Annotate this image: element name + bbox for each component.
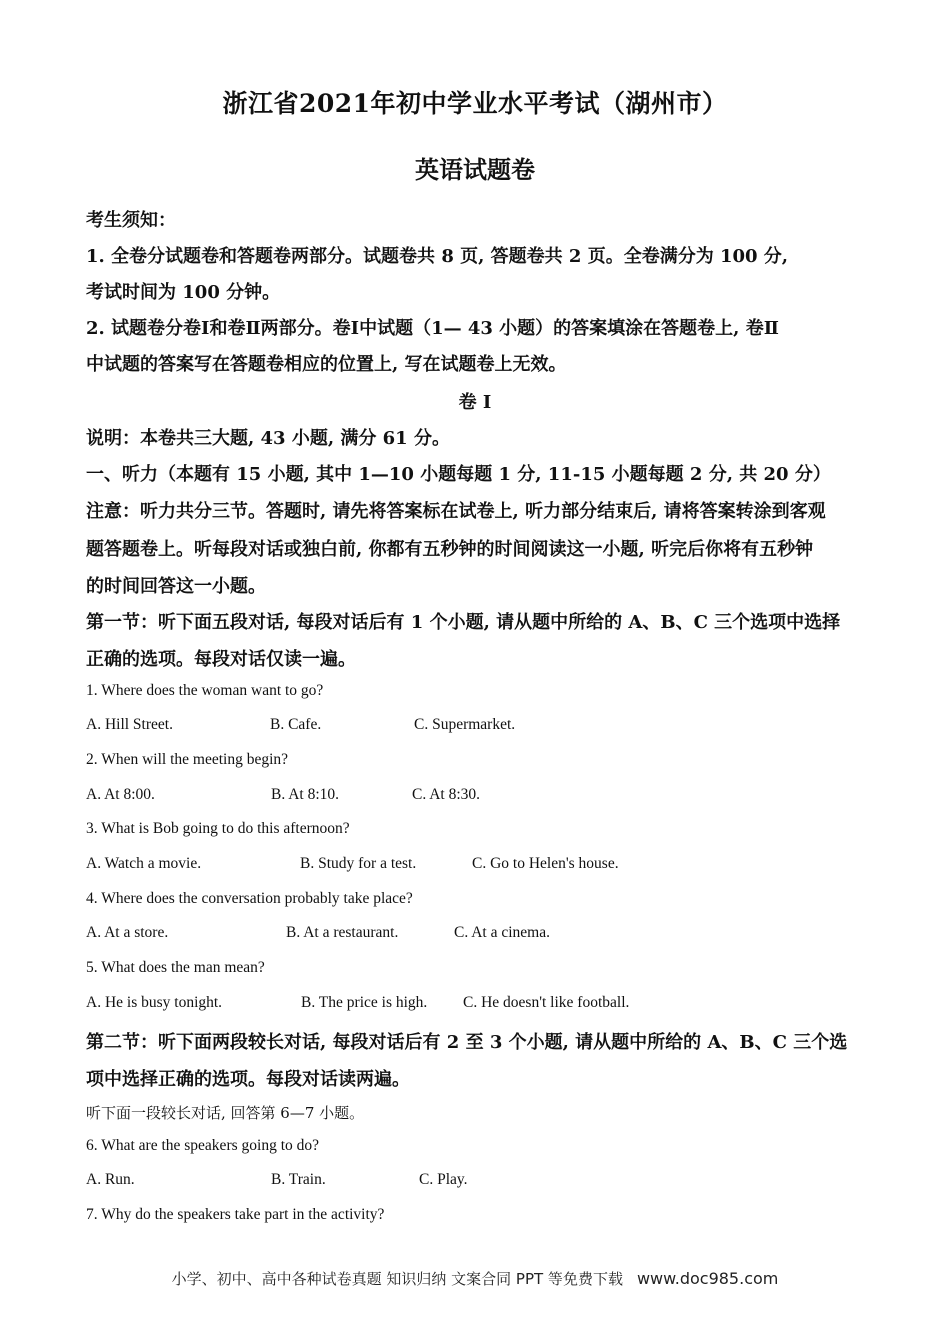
volume-description: 说明：本卷共三大题, 43 小题, 满分 61 分。 <box>86 428 450 449</box>
page-footer <box>0 1268 950 1289</box>
question-4: 4. Where does the conversation probably take place? <box>86 890 413 907</box>
question-1: 1. Where does the woman want to go? <box>86 682 324 699</box>
q2-option-c: C. At 8:30. <box>412 786 481 803</box>
part2-instruction: 听下面一段较长对话, 回答第 6—7 小题。 <box>86 1104 365 1122</box>
question-7: 7. Why do the speakers take part in the activity? <box>86 1206 385 1223</box>
part2-heading-line1: 第二节：听下面两段较长对话, 每段对话后有 2 至 3 个小题, 请从题中所给的 A、B、C 三个选 <box>86 1032 848 1053</box>
volume-label: 卷 I <box>458 392 492 413</box>
q2-option-a: A. At 8:00. <box>86 786 155 803</box>
section1-note-line2: 题答题卷上。听每段对话或独白前, 你都有五秒钟的时间阅读这一小题, 听完后你将有五秒钟 <box>86 539 814 560</box>
footer-url[interactable]: www.doc985.com <box>636 1269 779 1288</box>
q3-option-c: C. Go to Helen's house. <box>472 855 619 872</box>
question-3: 3. What is Bob going to do this afternoon? <box>86 820 350 837</box>
notice-item2-line2: 中试题的答案写在答题卷相应的位置上, 写在试题卷上无效。 <box>86 354 567 375</box>
section1-heading: 一、听力（本题有 15 小题, 其中 1—10 小题每题 1 分, 11-15 小题每题 2 分, 共 20 分） <box>86 464 831 485</box>
q1-option-a: A. Hill Street. <box>86 716 173 733</box>
question-6: 6. What are the speakers going to do? <box>86 1137 319 1154</box>
q6-option-c: C. Play. <box>419 1171 468 1188</box>
notice-item1-line1: 1. 全卷分试题卷和答题卷两部分。试题卷共 8 页, 答题卷共 2 页。全卷满分为 100 分, <box>86 246 789 267</box>
q5-option-c: C. He doesn't like football. <box>463 994 630 1011</box>
part2-heading-line2: 项中选择正确的选项。每段对话读两遍。 <box>86 1069 410 1090</box>
q5-option-a: A. He is busy tonight. <box>86 994 223 1011</box>
question-5: 5. What does the man mean? <box>86 959 265 976</box>
notice-heading: 考生须知： <box>86 210 176 231</box>
exam-title: 浙江省2021年初中学业水平考试（湖州市） <box>222 89 728 118</box>
q6-option-b: B. Train. <box>271 1171 326 1188</box>
q2-option-b: B. At 8:10. <box>271 786 340 803</box>
section1-note-line1: 注意：听力共分三节。答题时, 请先将答案标在试卷上, 听力部分结束后, 请将答案转涂到客观 <box>86 501 826 522</box>
question-2: 2. When will the meeting begin? <box>86 751 289 768</box>
notice-item2-line1: 2. 试题卷分卷Ⅰ和卷Ⅱ两部分。卷Ⅰ中试题（1— 43 小题）的答案填涂在答题卷上, 卷Ⅱ <box>86 318 779 339</box>
q4-option-b: B. At a restaurant. <box>286 924 399 941</box>
notice-item1-line2: 考试时间为 100 分钟。 <box>86 282 281 303</box>
q4-option-c: C. At a cinema. <box>454 924 550 941</box>
q4-option-a: A. At a store. <box>86 924 169 941</box>
q5-option-b: B. The price is high. <box>301 994 428 1011</box>
q3-option-a: A. Watch a movie. <box>86 855 202 872</box>
part1-heading-line1: 第一节：听下面五段对话, 每段对话后有 1 个小题, 请从题中所给的 A、B、C 三个选项中选择 <box>86 612 841 633</box>
part1-heading-line2: 正确的选项。每段对话仅读一遍。 <box>86 649 356 670</box>
q1-option-b: B. Cafe. <box>270 716 322 733</box>
exam-subtitle: 英语试题卷 <box>415 155 535 184</box>
footer-text: 小学、初中、高中各种试卷真题 知识归纳 文案合同 PPT 等免费下载 <box>171 1270 623 1288</box>
q1-option-c: C. Supermarket. <box>414 716 516 733</box>
q3-option-b: B. Study for a test. <box>300 855 417 872</box>
q6-option-a: A. Run. <box>86 1171 135 1188</box>
section1-note-line3: 的时间回答这一小题。 <box>86 576 266 597</box>
